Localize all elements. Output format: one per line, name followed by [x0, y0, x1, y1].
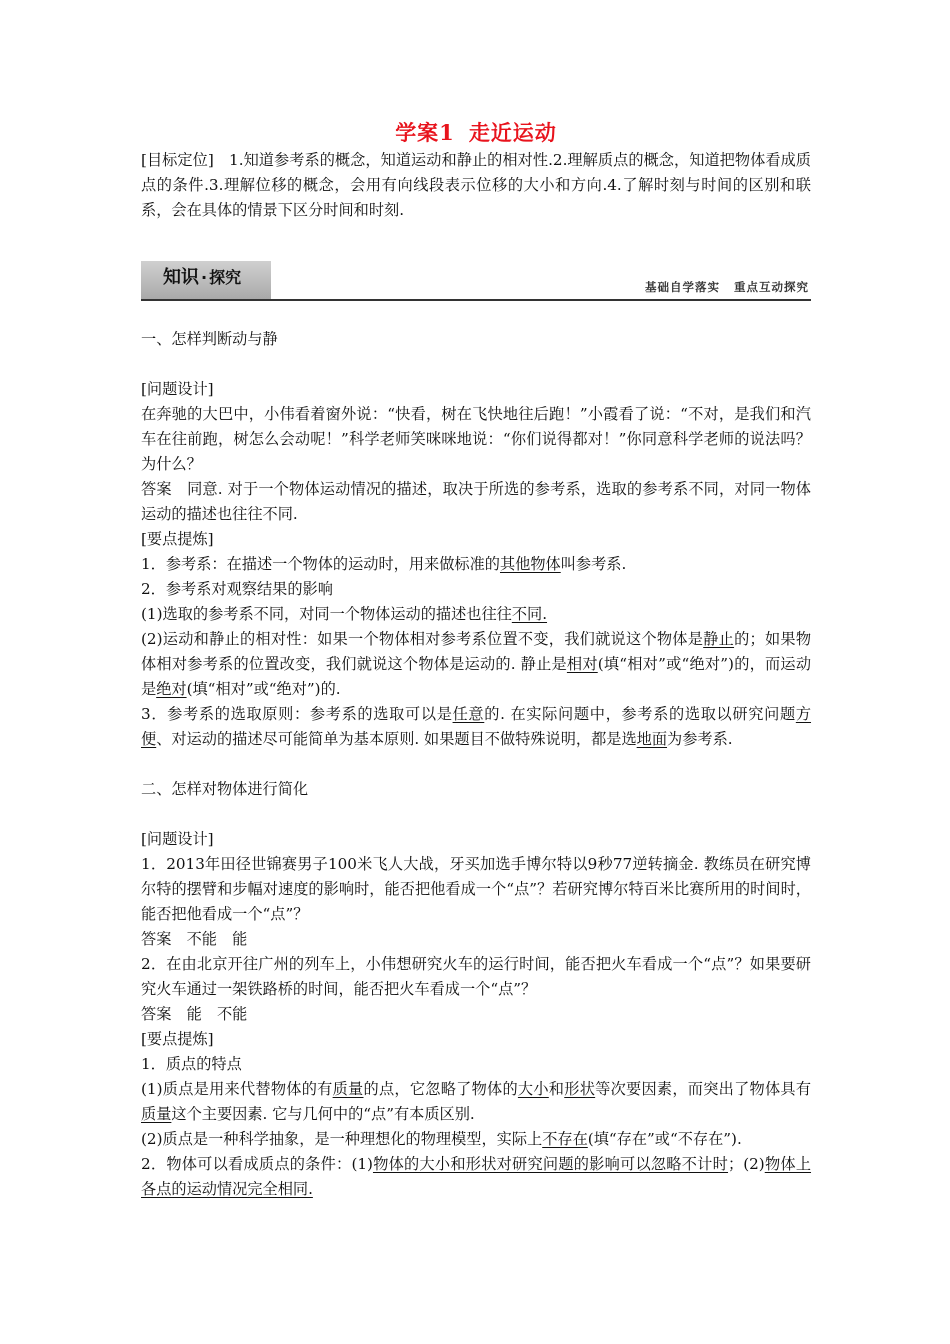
title-main: 学案1 [395, 120, 455, 145]
document-page [141, 118, 811, 1202]
blank-answer: 不存在 [542, 1130, 588, 1148]
section1-point-2: 2．参考系对观察结果的影响 [141, 580, 333, 598]
blank-answer: 任意 [452, 705, 485, 723]
blank-answer: 绝对 [156, 680, 187, 698]
title-sub: 走近运动 [468, 120, 557, 145]
banner-subtitle [645, 279, 809, 295]
section2-key-label: [要点提炼] [141, 1030, 214, 1048]
section2-question-1: 1．2013年田径世锦赛男子100米飞人大战，牙买加选手博尔特以9秒77逆转摘金. 教练员在研究博尔特的摆臂和步幅对速度的影响时，能否把他看成一个“点”？若研究博尔特百米比赛所用的时间时，能否把他看成一个“点”？ [141, 855, 811, 923]
section2-answer-2: 答案 能 不能 [141, 1005, 248, 1023]
section2-point-4: 2．物体可以看成质点的条件：(1)物体的大小和形状对研究问题的影响可以忽略不计时；(2)物体上各点的运动情况完全相同. [141, 1155, 812, 1198]
section1-design-label: [问题设计] [141, 380, 214, 398]
banner-subtitle-2: 重点互动探究 [734, 280, 809, 294]
blank-answer: 相对 [566, 655, 598, 673]
banner-label [163, 263, 241, 289]
blank-answer: 方便 [141, 705, 812, 748]
section2-heading: 二、怎样对物体进行简化 [141, 780, 309, 798]
document-title [141, 118, 811, 148]
section1-point-5: 3．参考系的选取原则：参考系的选取可以是任意的. 在实际问题中，参考系的选取以研究问题方便、对运动的描述尽可能简单为基本原则. 如果题目不做特殊说明，都是选地面为参考系. [141, 705, 812, 748]
section1-point-4: (2)运动和静止的相对性：如果一个物体相对参考系位置不变，我们就说这个物体是静止的；如果物体相对参考系的位置改变，我们就说这个物体是运动的. 静止是相对(填“相对”或“绝对”)的，而运动是绝对(填“相对”或“绝对”)的. [141, 630, 812, 698]
section-banner [141, 255, 811, 301]
blank-answer: 物体的大小和形状对研究问题的影响可以忽略不计时 [372, 1155, 729, 1173]
section1-answer: 答案 同意. 对于一个物体运动情况的描述，取决于所选的参考系，选取的参考系不同，对同一物体运动的描述也往往不同. [141, 480, 811, 523]
blank-answer: 质量 [332, 1080, 364, 1098]
banner-subtitle-1: 基础自学落实 [645, 280, 720, 294]
section1-point-1: 1．参考系：在描述一个物体的运动时，用来做标准的其他物体叫参考系. [141, 555, 627, 573]
section1-point-3: (1)选取的参考系不同，对同一个物体运动的描述也往往不同. [141, 605, 548, 623]
banner-label-small: 探究 [209, 268, 242, 287]
banner-label-dot: · [201, 268, 208, 287]
section2-answer-1: 答案 不能 能 [141, 930, 248, 948]
blank-answer: 物体上各点的运动情况完全相同. [141, 1155, 812, 1198]
blank-answer: 其他物体 [499, 555, 561, 573]
blank-answer: 大小 [517, 1080, 549, 1098]
section1-heading: 一、怎样判断动与静 [141, 330, 278, 348]
blank-answer: 形状 [564, 1080, 596, 1098]
section1-question: 在奔驰的大巴中，小伟看着窗外说：“快看，树在飞快地往后跑！”小霞看了说：“不对，是我们和汽车在往前跑，树怎么会动呢！”科学老师笑咪咪地说：“你们说得都对！”你同意科学老师的说法吗？为什么？ [141, 405, 811, 473]
section2-question-2: 2．在由北京开往广州的列车上，小伟想研究火车的运行时间，能否把火车看成一个“点”？如果要研究火车通过一架铁路桥的时间，能否把火车看成一个“点”？ [141, 955, 811, 998]
goal-paragraph: [目标定位] 1.知道参考系的概念，知道运动和静止的相对性.2.理解质点的概念，知道把物体看成质点的条件.3.理解位移的概念，会用有向线段表示位移的大小和方向.4.了解时刻与时间的区别和联系，会在具体的情景下区分时间和时刻. [141, 151, 811, 219]
section2-design-label: [问题设计] [141, 830, 214, 848]
blank-answer: 静止 [703, 630, 735, 648]
banner-label-big: 知识 [163, 267, 199, 288]
blank-answer: 质量 [141, 1105, 172, 1123]
section1-key-label: [要点提炼] [141, 530, 214, 548]
section2-point-3: (2)质点是一种科学抽象，是一种理想化的物理模型，实际上不存在(填“存在”或“不存在”). [141, 1130, 742, 1148]
blank-answer: 地面 [636, 730, 668, 748]
section2-point-2: (1)质点是用来代替物体的有质量的点，它忽略了物体的大小和形状等次要因素，而突出了物体具有质量这个主要因素. 它与几何中的“点”有本质区别. [141, 1080, 812, 1123]
blank-answer: 不同. [511, 605, 548, 623]
section2-point-1: 1．质点的特点 [141, 1055, 242, 1073]
